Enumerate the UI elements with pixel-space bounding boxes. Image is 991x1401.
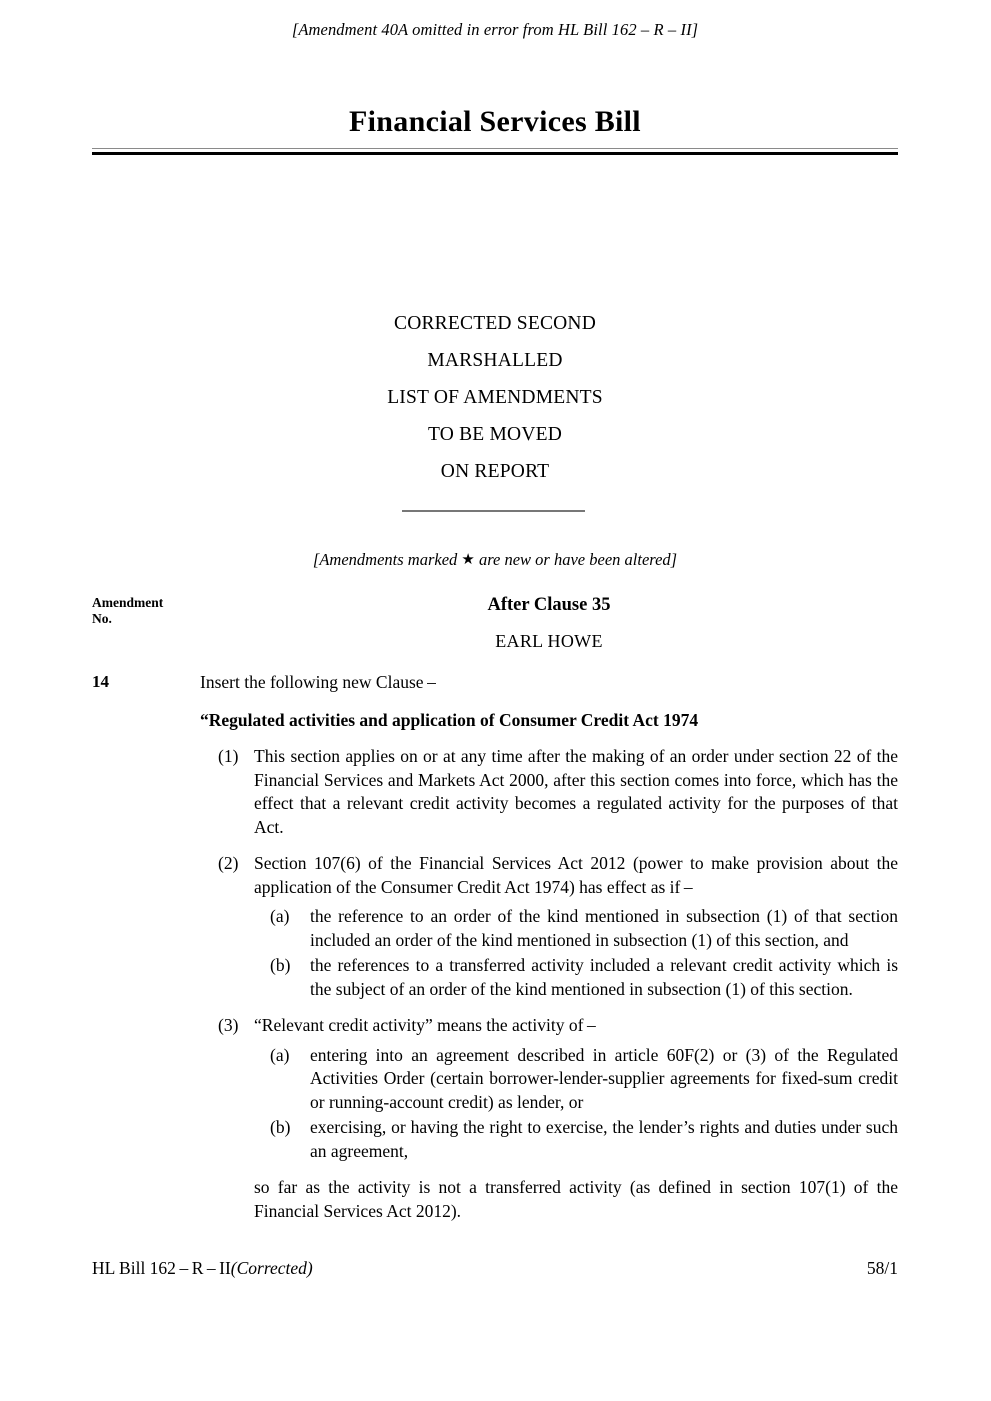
title-divider — [92, 148, 898, 155]
paragraph-marker: (a) — [270, 1044, 290, 1065]
heading-line-4: TO BE MOVED — [427, 424, 562, 445]
paragraph — [200, 954, 898, 1001]
paragraph — [200, 1044, 898, 1115]
clause-heading: After Clause 35 — [487, 595, 611, 615]
omission-note: [Amendment 40A omitted in error from HL Bill 162 – R – II] — [291, 20, 699, 39]
subsection — [200, 852, 898, 899]
subsection-text: Section 107(6) of the Financial Services Act 2012 (power to make provision about the application of the Consumer Credit Act 1974) has effect as if – — [254, 853, 898, 897]
subsection-marker: (3) — [218, 1015, 239, 1035]
subsection-marker: (1) — [218, 746, 239, 766]
paragraph-text: the references to a transferred activity included a relevant credit activity which is the subject of an order of the kind mentioned in subsection (1) of this section. — [310, 955, 898, 999]
amendment-mover: EARL HOWE — [495, 631, 603, 651]
heading-line-5: ON REPORT — [440, 461, 550, 482]
paragraph — [200, 1116, 898, 1163]
star-note-suffix: are new or have been altered] — [474, 550, 678, 569]
footer-page-number: 58/1 — [866, 1258, 898, 1278]
paragraph-marker: (a) — [270, 906, 290, 926]
amendment-label-line1: Amendment — [92, 595, 164, 610]
heading-line-3: LIST OF AMENDMENTS — [387, 387, 603, 408]
subsection — [200, 745, 898, 839]
insert-instruction — [92, 670, 898, 694]
paragraph — [200, 905, 898, 952]
star-icon: ★ — [461, 552, 475, 568]
subsection-text: “Relevant credit activity” means the activity of – — [254, 1015, 596, 1035]
new-clause-title: “Regulated activities and application of Consumer Credit Act 1974 — [200, 710, 699, 730]
section-divider-rule — [402, 510, 585, 512]
title-divider-thick-rule — [92, 152, 898, 155]
subsection — [200, 1014, 898, 1038]
footer-corrected-label: (Corrected) — [230, 1258, 313, 1278]
footer-bill-reference — [92, 1258, 313, 1279]
paragraph-text: entering into an agreement described in article 60F(2) or (3) of the Regulated Activities Order (certain borrower-lender-supplier agreements for fixed-sum credit or running-account credit) as lender, or — [310, 1044, 898, 1112]
heading-line-2: MARSHALLED — [427, 350, 563, 371]
amendment-number-column-label — [92, 595, 202, 627]
heading-line-1: CORRECTED SECOND — [393, 313, 596, 334]
document-heading-block — [92, 305, 898, 490]
paragraph-marker: (b) — [270, 955, 291, 975]
star-legend-note — [92, 550, 898, 570]
insert-instruction-text: Insert the following new Clause – — [200, 672, 436, 692]
page-title: Financial Services Bill — [349, 105, 641, 138]
paragraph-text: exercising, or having the right to exercise, the lender’s rights and duties under such an agreement, — [310, 1117, 898, 1161]
paragraph-text: the reference to an order of the kind mentioned in subsection (1) of that section included an order of the kind mentioned in subsection (1) of this section, and — [310, 906, 898, 950]
page-footer — [92, 1258, 898, 1279]
paragraph-marker: (b) — [270, 1117, 291, 1137]
star-note-prefix: [Amendments marked — [312, 550, 462, 569]
subsection-marker: (2) — [218, 853, 239, 873]
amendment-label-line2: No. — [92, 611, 112, 626]
amendment-number: 14 — [92, 672, 109, 691]
footer-bill-ref-text: HL Bill 162 – R – II — [92, 1258, 231, 1278]
subsection-closing-text: so far as the activity is not a transferred activity (as defined in section 107(1) of the Financial Services Act 2012). — [254, 1177, 898, 1221]
subsection-text: This section applies on or at any time after the making of an order under section 22 of the Financial Services and Markets Act 2000, after this section comes into force, which has the effect that a relevant credit activity becomes a regulated activity for the purposes of that Act. — [254, 746, 898, 837]
